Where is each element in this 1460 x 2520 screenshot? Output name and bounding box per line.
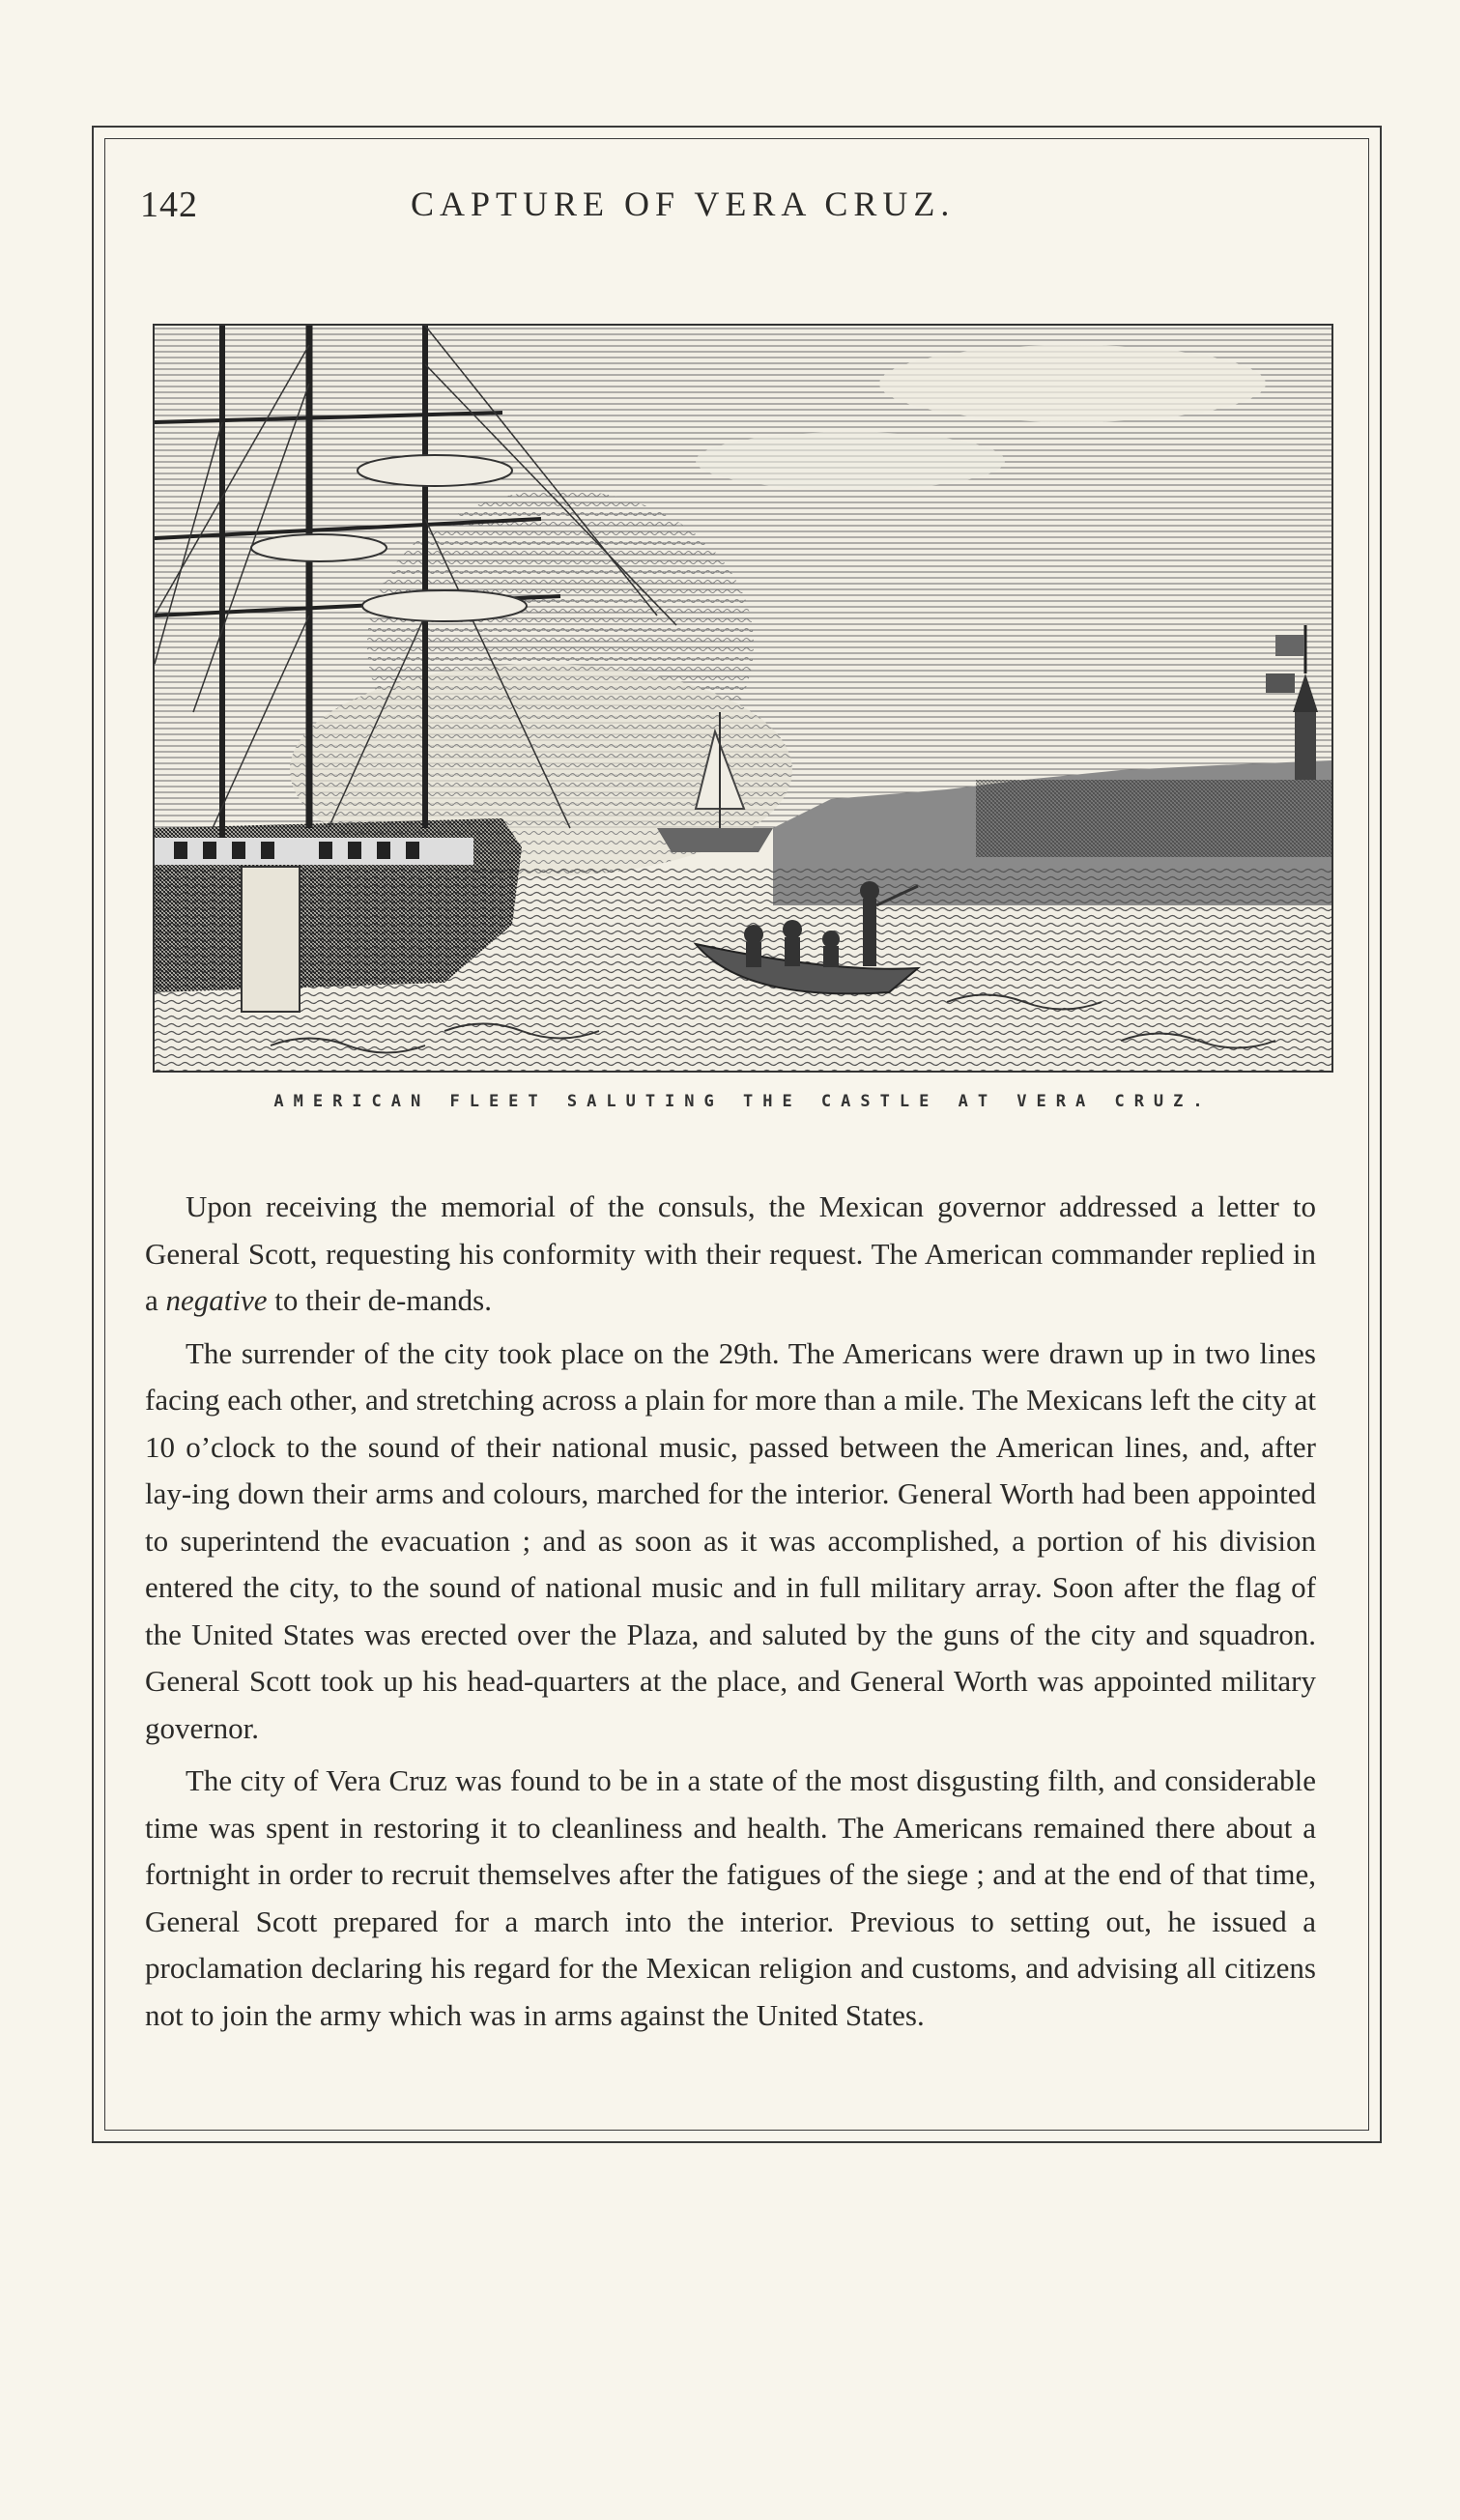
- body-text: [145, 1184, 1316, 2045]
- paragraph-1-text-b: to their de-mands.: [267, 1283, 492, 1317]
- illustration-caption: AMERICAN FLEET SALUTING THE CASTLE AT VERA CRUZ.: [273, 1092, 1213, 1111]
- paragraph-2: The surrender of the city took place on the 29th. The Americans were drawn up in two lines facing each other, and stretching across a plain for more than a mile. The Mexicans left the city at 10 o’clock to the sound of their national music, passed between the American lines, and, after lay-ing down their arms and colours, marched for the interior. General Worth had been appointed to superintend the evacuation ; and as soon as it was accomplished, a portion of his division entered the city, to the sound of national music and in full military array. Soon after the flag of the United States was erected over the Plaza, and saluted by the guns of the city and squadron. General Scott took up his head-quarters at the place, and General Worth was appointed military governor.: [145, 1335, 1316, 1745]
- page-number: 142: [140, 185, 198, 225]
- paragraph-1-text-a: Upon receiving the memorial of the consuls, the Mexican governor addressed a letter to General Scott, requesting his conformity with their request. The American commander replied in a: [145, 1189, 1316, 1317]
- page-header: [140, 184, 1314, 242]
- paragraph-3: The city of Vera Cruz was found to be in a state of the most disgusting filth, and considerable time was spent in restoring it to cleanliness and health. The Americans remained there about a fortnight in order to recruit themselves after the fatigues of the siege ; and at the end of that time, General Scott prepared for a march into the interior. Previous to setting out, he issued a proclamation declaring his regard for the Mexican religion and customs, and advising all citizens not to join the army which was in arms against the United States.: [145, 1763, 1316, 2032]
- paragraph-1-emphasis: negative: [165, 1283, 268, 1317]
- running-title: CAPTURE OF VERA CRUZ.: [411, 185, 956, 223]
- paragraph-1: [145, 1184, 1316, 1325]
- engraving-illustration: [153, 324, 1333, 1073]
